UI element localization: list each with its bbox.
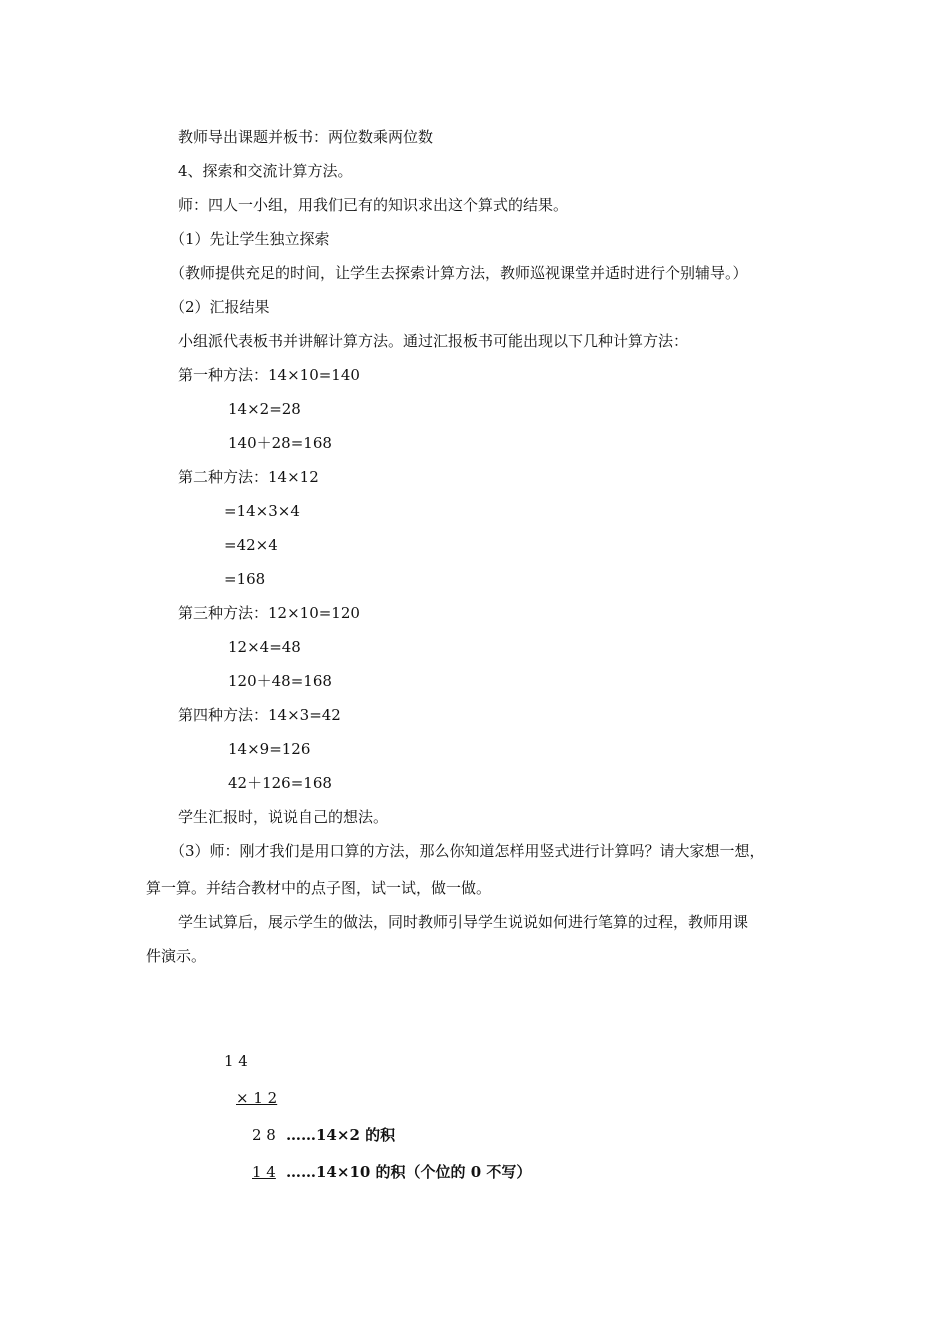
- step-2-description: 小组派代表板书并讲解计算方法。通过汇报板书可能出现以下几种计算方法：: [178, 332, 689, 350]
- vertical-partial-product-2: 1 4: [252, 1163, 276, 1181]
- method-1-line-2: 14×2=28: [228, 400, 301, 418]
- method-3-line-2: 12×4=48: [228, 638, 301, 656]
- step-3-line-2: 算一算。并结合教材中的点子图，试一试，做一做。: [146, 879, 492, 897]
- method-4-line-1: 第四种方法：14×3=42: [178, 706, 341, 724]
- method-3-line-3: 120＋48=168: [228, 672, 332, 690]
- teacher-instruction: 师：四人一小组，用我们已有的知识求出这个算式的结果。: [178, 196, 569, 214]
- student-report-line: 学生汇报时，说说自己的想法。: [178, 808, 389, 826]
- method-1-line-3: 140＋28=168: [228, 434, 332, 452]
- lesson-title-line: 教师导出课题并板书：两位数乘两位数: [178, 128, 434, 146]
- vertical-multiplier: × 1 2: [236, 1089, 278, 1107]
- method-4-line-3: 42＋126=168: [228, 774, 332, 792]
- step-1-note: （教师提供充足的时间，让学生去探索计算方法，教师巡视课堂并适时进行个别辅导。）: [170, 264, 748, 282]
- demo-paragraph-line-1: 学生试算后，展示学生的做法，同时教师引导学生说说如何进行笔算的过程，教师用课: [178, 913, 749, 931]
- partial-product-2-note: ……14×10 的积（个位的 0 不写）: [286, 1163, 532, 1181]
- method-1-line-1: 第一种方法：14×10=140: [178, 366, 360, 384]
- section-heading: 4、探索和交流计算方法。: [178, 162, 353, 180]
- method-2-line-1: 第二种方法：14×12: [178, 468, 319, 486]
- method-2-line-4: =168: [224, 570, 266, 588]
- method-2-line-3: =42×4: [224, 536, 278, 554]
- demo-paragraph-line-2: 件演示。: [146, 947, 207, 965]
- step-3-line-1: （3）师：刚才我们是用口算的方法，那么你知道怎样用竖式进行计算吗？请大家想一想，: [170, 842, 765, 860]
- vertical-partial-product-1: 2 8: [252, 1126, 276, 1144]
- method-3-line-1: 第三种方法：12×10=120: [178, 604, 360, 622]
- step-1: （1）先让学生独立探索: [170, 230, 330, 248]
- method-2-line-2: =14×3×4: [224, 502, 300, 520]
- step-2: （2）汇报结果: [170, 298, 270, 316]
- method-4-line-2: 14×9=126: [228, 740, 311, 758]
- vertical-multiplicand: 1 4: [224, 1052, 248, 1070]
- partial-product-1-note: ……14×2 的积: [286, 1126, 396, 1144]
